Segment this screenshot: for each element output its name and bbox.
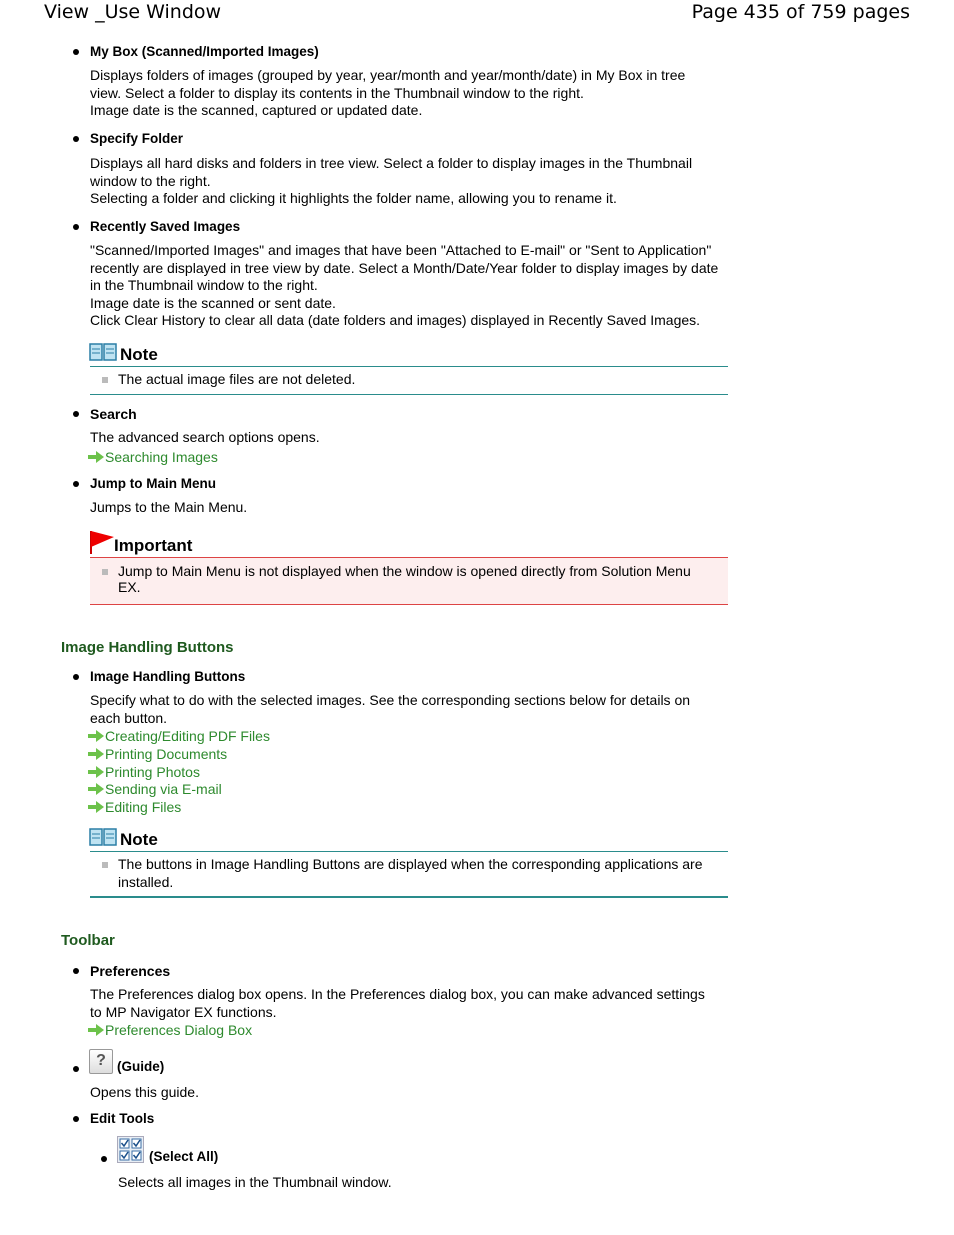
prefs-heading: Preferences (90, 963, 171, 979)
arrow-icon (88, 783, 104, 795)
bullet (73, 968, 79, 974)
important-item: Jump to Main Menu is not displayed when the window is opened directly from Solution Menu EX. (102, 563, 691, 595)
recent-heading: Recently Saved Images (90, 219, 241, 234)
note-divider (90, 851, 728, 852)
arrow-icon (88, 766, 104, 778)
question-icon: ? (89, 1049, 113, 1074)
ihb-heading: Image Handling Buttons (90, 669, 246, 684)
specify-heading: Specify Folder (90, 131, 184, 146)
search-text: The advanced search options opens. (90, 429, 320, 445)
search-heading: Search (90, 406, 137, 422)
note-divider (90, 896, 728, 898)
note-title: Note (120, 830, 158, 849)
arrow-icon (88, 730, 104, 742)
bullet (73, 224, 79, 230)
edit-heading: Edit Tools (90, 1111, 155, 1126)
ihb-text: Specify what to do with the selected images. See the corresponding sections below for details on each button. (90, 692, 691, 726)
pdf-link[interactable]: Creating/Editing PDF Files (88, 727, 270, 745)
preferences-link[interactable]: Preferences Dialog Box (88, 1021, 252, 1039)
email-link[interactable]: Sending via E-mail (88, 780, 222, 798)
bullet (101, 1156, 107, 1162)
bullet (73, 674, 79, 680)
select-all-icon (117, 1136, 144, 1163)
section-heading: Toolbar (61, 932, 115, 949)
note-title: Note (120, 345, 158, 364)
photos-link[interactable]: Printing Photos (88, 763, 200, 781)
arrow-icon (88, 1024, 104, 1036)
note-item: The buttons in Image Handling Buttons are displayed when the corresponding applications are installed. (102, 856, 702, 891)
mybox-text: Displays folders of images (grouped by year, year/month and year/month/date) in My Box in tree view. Select a folder to display its contents in the Thumbnail window to the right. Image date is the scanned, captured or updated date. (90, 67, 686, 118)
bullet (73, 411, 79, 417)
mybox-heading: My Box (Scanned/Imported Images) (90, 44, 319, 59)
recent-text: "Scanned/Imported Images" and images that have been "Attached to E-mail" or "Sent to Application" recently are displayed in tree view by date. Select a Month/Date/Year folder to display images by date in the Thumbnail window to the right. Image date is the scanned or sent date. Click Clear History to clear all data (date folders and images) displayed in Recently Saved Images. (90, 242, 719, 328)
selectall-text: Selects all images in the Thumbnail window. (118, 1174, 392, 1190)
header-title: View _Use Window (44, 1, 222, 23)
note-item: The actual image files are not deleted. (102, 371, 355, 387)
note-divider (90, 366, 728, 367)
section-heading: Image Handling Buttons (61, 639, 234, 656)
jump-text: Jumps to the Main Menu. (90, 499, 248, 515)
bullet (73, 1116, 79, 1122)
note-book-icon (89, 827, 117, 847)
page-number: Page 435 of 759 pages (691, 1, 910, 23)
guide-label: (Guide) (117, 1059, 165, 1074)
guide-text: Opens this guide. (90, 1084, 199, 1100)
important-title: Important (114, 536, 193, 555)
note-divider (90, 394, 728, 395)
bullet (73, 481, 79, 487)
documents-link[interactable]: Printing Documents (88, 745, 227, 763)
specify-text: Displays all hard disks and folders in tree view. Select a folder to display images in the Thumbnail window to the right. Selecting a folder and clicking it highlights the folder name, allowing you to rename it. (90, 155, 693, 206)
arrow-icon (88, 801, 104, 813)
note-book-icon (89, 342, 117, 362)
bullet (73, 1066, 79, 1072)
red-flag-icon (89, 529, 115, 555)
arrow-icon (88, 451, 104, 463)
searching-images-link[interactable]: Searching Images (88, 448, 218, 466)
arrow-icon (88, 748, 104, 760)
bullet (73, 136, 79, 142)
prefs-text: The Preferences dialog box opens. In the Preferences dialog box, you can make advanced settings to MP Navigator EX functions. (90, 986, 705, 1020)
selectall-label: (Select All) (149, 1149, 219, 1164)
jump-heading: Jump to Main Menu (90, 476, 216, 491)
editing-link[interactable]: Editing Files (88, 798, 181, 816)
bullet (73, 49, 79, 55)
